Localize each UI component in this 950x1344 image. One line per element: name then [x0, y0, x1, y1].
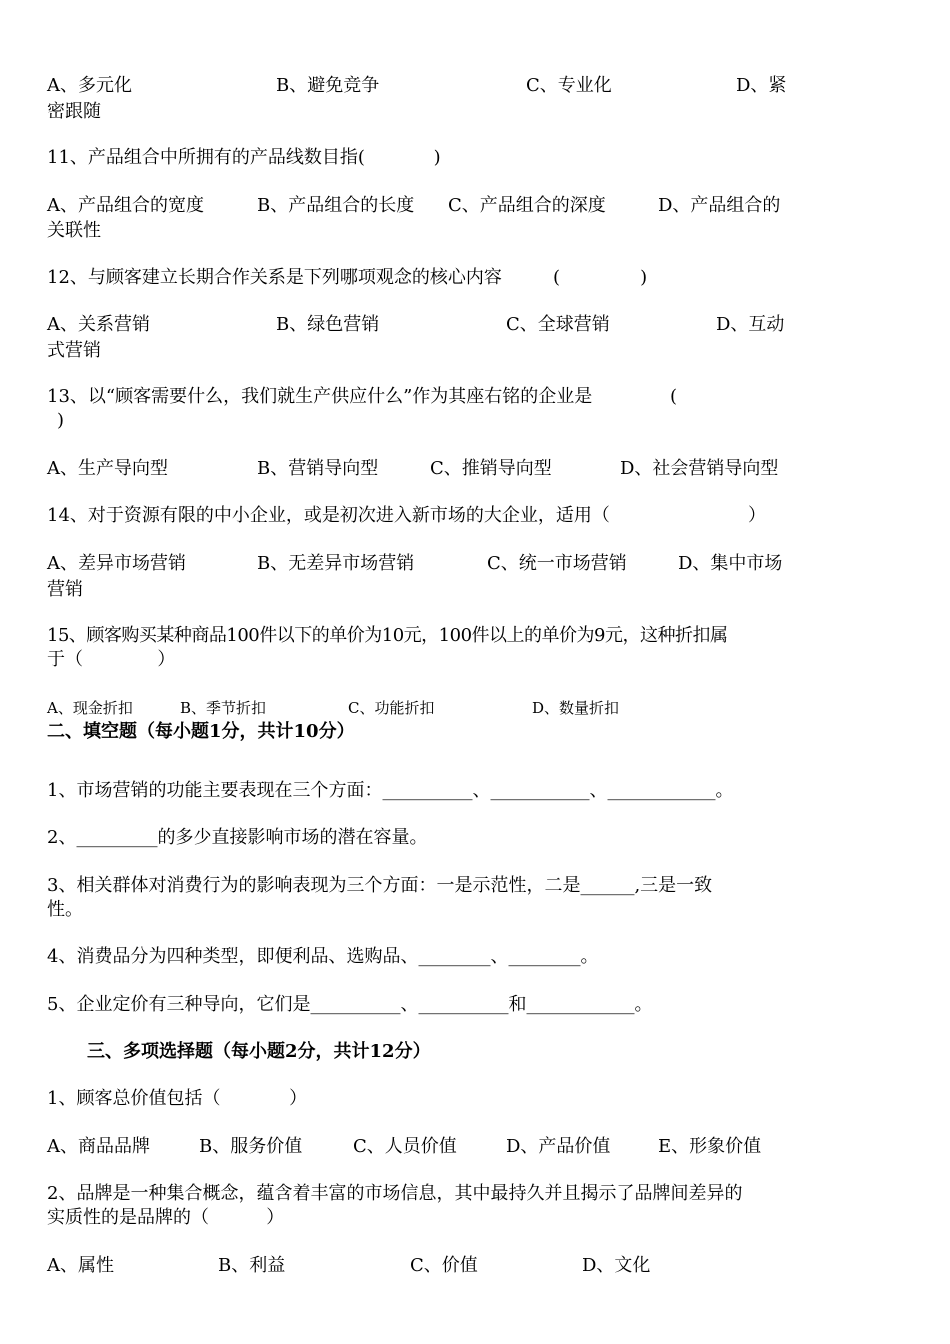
q10-option-c: C、专业化 [526, 75, 612, 96]
q12-option-d: D、互动 [716, 314, 785, 335]
q13-paren-close: ) [57, 410, 65, 431]
fill-item-3: 3、相关群体对消费行为的影响表现为三个方面：一是示范性，二是______,三是一致 [47, 875, 713, 896]
q14-stem: 14、对于资源有限的中小企业，或是初次进入新市场的大企业，适用（ [47, 505, 610, 526]
fill-item-1: 1、市场营销的功能主要表现在三个方面：__________、___________、____________。 [47, 780, 734, 801]
q11-option-b: B、产品组合的长度 [257, 195, 415, 216]
multi-q2-option-b: B、利益 [218, 1255, 286, 1276]
q14-option-d: D、集中市场 [678, 553, 783, 574]
multi-q1-option-d: D、产品价值 [506, 1136, 611, 1157]
multi-q2-option-d: D、文化 [582, 1255, 651, 1276]
multi-q1-option-b: B、服务价值 [199, 1136, 303, 1157]
q15-stem-continued: 于（ ） [47, 649, 176, 670]
q15-option-b: B、季节折扣 [180, 699, 267, 717]
q11-option-c: C、产品组合的深度 [448, 195, 606, 216]
fill-item-4: 4、消费品分为四种类型，即便利品、选购品、________、________。 [47, 946, 599, 967]
fill-item-5: 5、企业定价有三种导向，它们是__________、__________和____________。 [47, 994, 653, 1015]
q14-option-c: C、统一市场营销 [487, 553, 627, 574]
q14-option-a: A、差异市场营销 [47, 553, 186, 574]
q13-option-b: B、营销导向型 [257, 458, 379, 479]
multi-q1-stem: 1、顾客总价值包括（ ） [47, 1088, 308, 1109]
q11-option-d: D、产品组合的 [658, 195, 781, 216]
section2-title: 二、填空题（每小题1分，共计10分） [47, 721, 355, 742]
q11-stem: 11、产品组合中所拥有的产品线数目指( ) [47, 147, 441, 168]
fill-item-2: 2、_________的多少直接影响市场的潜在容量。 [47, 827, 428, 848]
section3-title: 三、多项选择题（每小题2分，共计12分） [87, 1041, 431, 1062]
q10-option-a: A、多元化 [47, 75, 132, 96]
q15-stem: 15、顾客购买某种商品100件以下的单价为10元，100件以上的单价为9元，这种折扣属 [47, 625, 728, 646]
q10-option-d-continued: 密跟随 [47, 101, 101, 122]
q12-answer-paren: ( ) [553, 267, 648, 288]
q15-option-c: C、功能折扣 [348, 699, 435, 717]
q12-option-b: B、绿色营销 [276, 314, 380, 335]
multi-q1-option-e: E、形象价值 [658, 1136, 762, 1157]
q12-option-c: C、全球营销 [506, 314, 610, 335]
q11-option-a: A、产品组合的宽度 [47, 195, 204, 216]
q12-option-a: A、关系营销 [47, 314, 150, 335]
q12-stem: 12、与顾客建立长期合作关系是下列哪项观念的核心内容 [47, 267, 502, 288]
q14-paren-close: ） [748, 505, 766, 526]
multi-q1-option-c: C、人员价值 [353, 1136, 457, 1157]
multi-q2-option-c: C、价值 [410, 1255, 478, 1276]
q13-stem: 13、以“顾客需要什么，我们就生产供应什么”作为其座右铭的企业是 [47, 386, 593, 407]
q11-option-d-continued: 关联性 [47, 220, 101, 241]
multi-q2-option-a: A、属性 [47, 1255, 114, 1276]
q13-option-d: D、社会营销导向型 [620, 458, 779, 479]
q10-option-d: D、紧 [736, 75, 787, 96]
multi-q2-stem: 2、品牌是一种集合概念，蕴含着丰富的市场信息，其中最持久并且揭示了品牌间差异的 [47, 1183, 743, 1204]
q13-paren-open: ( [670, 386, 678, 407]
q12-option-d-continued: 式营销 [47, 340, 101, 361]
q15-option-a: A、现金折扣 [47, 699, 133, 717]
q14-option-d-continued: 营销 [47, 579, 83, 600]
q10-option-b: B、避免竞争 [276, 75, 380, 96]
q15-option-d: D、数量折扣 [532, 699, 620, 717]
fill-item-3-continued: 性。 [47, 899, 83, 920]
multi-q2-stem-continued: 实质性的是品牌的（ ） [47, 1207, 285, 1228]
multi-q1-option-a: A、商品品牌 [47, 1136, 150, 1157]
q13-option-c: C、推销导向型 [430, 458, 552, 479]
q13-option-a: A、生产导向型 [47, 458, 168, 479]
q14-option-b: B、无差异市场营销 [257, 553, 415, 574]
